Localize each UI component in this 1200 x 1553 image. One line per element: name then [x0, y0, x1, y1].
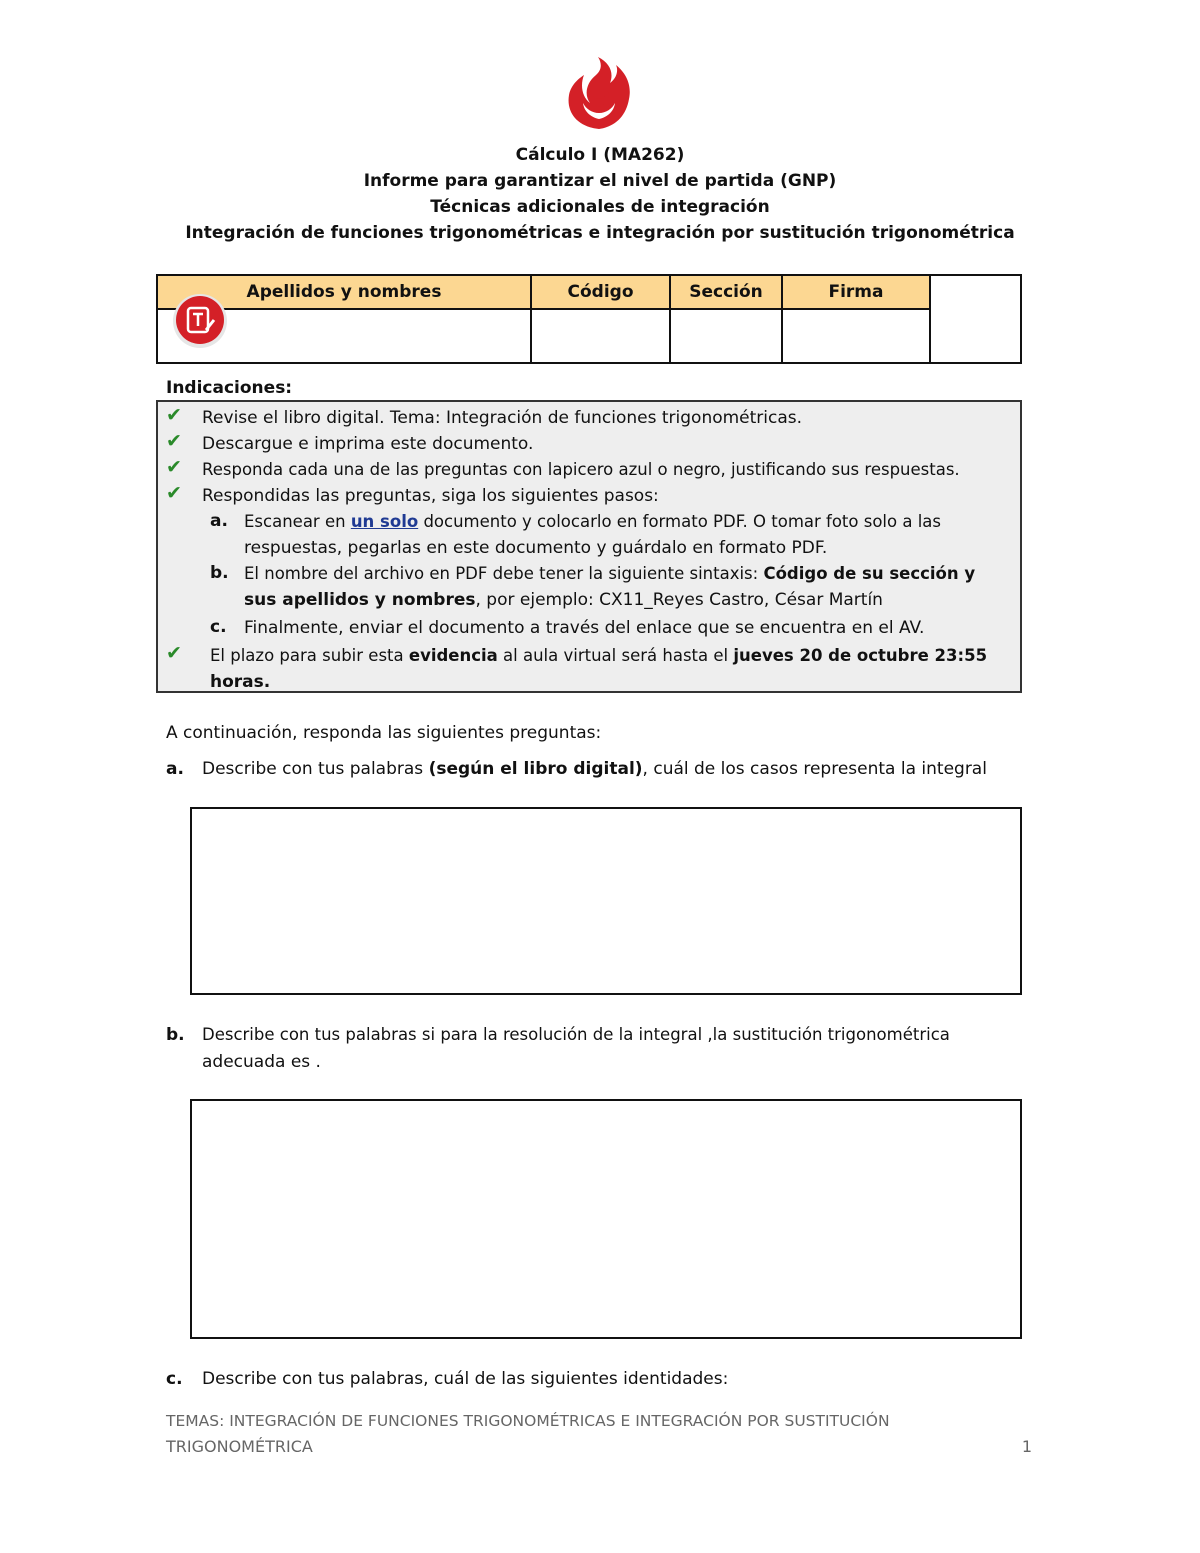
check-icon: ✔ — [166, 456, 182, 478]
question-a-post: , cuál de los casos representa la integral — [642, 759, 987, 779]
subtopic-title: Integración de funciones trigonométricas e integración por sustitución trigonométrica — [185, 223, 1015, 243]
check-icon: ✔ — [166, 430, 182, 452]
student-info-table — [156, 274, 1022, 364]
indication-item: Responda cada una de las preguntas con lapicero azul o negro, justificando sus respuestas. — [202, 460, 960, 479]
step-a-text: Escanear en — [244, 512, 346, 531]
question-b-letter: b. — [166, 1025, 185, 1045]
step-letter: a. — [210, 511, 228, 531]
code-field[interactable] — [532, 310, 671, 362]
step-a-line1 — [244, 509, 941, 535]
header-code: Código — [532, 276, 671, 310]
deadline-bold: horas. — [210, 672, 271, 692]
step-b-bold: Código de su sección y — [763, 564, 976, 583]
indication-item: Descargue e imprima este documento. — [202, 434, 534, 454]
document-title-block — [0, 142, 1200, 246]
questions-intro: A continuación, responda las siguientes preguntas: — [166, 723, 602, 743]
answer-box-a[interactable] — [190, 807, 1022, 995]
indications-box — [156, 400, 1022, 693]
step-b-text: , por ejemplo: CX11_Reyes Castro, César Martín — [475, 590, 883, 610]
indication-item: Revise el libro digital. Tema: Integración de funciones trigonométricas. — [202, 408, 803, 428]
signature-field[interactable] — [783, 310, 931, 362]
step-c-text: Finalmente, enviar el documento a través del enlace que se encuentra en el AV. — [244, 618, 925, 638]
header-signature: Firma — [783, 276, 931, 310]
topic-title: Técnicas adicionales de integración — [430, 197, 770, 217]
step-letter: c. — [210, 617, 227, 637]
question-a-letter: a. — [166, 759, 184, 779]
question-b-line2: adecuada es . — [202, 1052, 321, 1072]
question-c-letter: c. — [166, 1369, 183, 1389]
step-b-text: El nombre del archivo en PDF debe tener la siguiente sintaxis: — [244, 564, 759, 583]
header-section: Sección — [671, 276, 783, 310]
question-b-line1: Describe con tus palabras si para la resolución de la integral ,la sustitución trigonométrica — [202, 1025, 950, 1044]
un-solo-link[interactable]: un solo — [350, 512, 419, 531]
section-field[interactable] — [671, 310, 783, 362]
footer-topic-line2: TRIGONOMÉTRICA — [166, 1437, 313, 1456]
check-icon: ✔ — [166, 642, 182, 664]
deadline-bold: evidencia — [408, 646, 498, 665]
question-a-text — [202, 759, 987, 779]
course-title: Cálculo I (MA262) — [515, 145, 685, 165]
deadline-text: al aula virtual será hasta el — [503, 646, 729, 665]
question-c-text: Describe con tus palabras, cuál de las siguientes identidades: — [202, 1369, 729, 1389]
deadline-line2 — [210, 669, 270, 695]
step-b-line1 — [244, 561, 975, 587]
step-b-bold: sus apellidos y nombres — [244, 590, 476, 610]
check-icon: ✔ — [166, 482, 182, 504]
page-number: 1 — [1021, 1437, 1032, 1456]
step-letter: b. — [210, 563, 229, 583]
report-title: Informe para garantizar el nivel de partida (GNP) — [363, 171, 837, 191]
step-a-text: documento y colocarlo en formato PDF. O tomar foto solo a las — [423, 512, 942, 531]
header-names: Apellidos y nombres — [158, 276, 532, 310]
deadline-line1 — [210, 643, 987, 669]
step-a-line2: respuestas, pegarlas en este documento y guárdalo en formato PDF. — [244, 538, 828, 558]
question-a-bold: (según el libro digital) — [428, 759, 643, 779]
deadline-text: El plazo para subir esta — [210, 646, 404, 665]
indication-item: Respondidas las preguntas, siga los siguientes pasos: — [202, 486, 659, 506]
text-edit-badge-icon[interactable] — [168, 292, 232, 350]
deadline-date: jueves 20 de octubre 23:55 — [733, 646, 988, 665]
check-icon: ✔ — [166, 404, 182, 426]
question-a-pre: Describe con tus palabras — [202, 759, 424, 779]
step-b-line2 — [244, 587, 883, 613]
page-footer — [166, 1408, 1032, 1460]
answer-box-b[interactable] — [190, 1099, 1022, 1339]
footer-topic-line1: TEMAS: INTEGRACIÓN DE FUNCIONES TRIGONOMÉTRICAS E INTEGRACIÓN POR SUSTITUCIÓN — [166, 1412, 890, 1430]
indications-label: Indicaciones: — [166, 378, 293, 398]
university-flame-logo — [566, 55, 632, 131]
